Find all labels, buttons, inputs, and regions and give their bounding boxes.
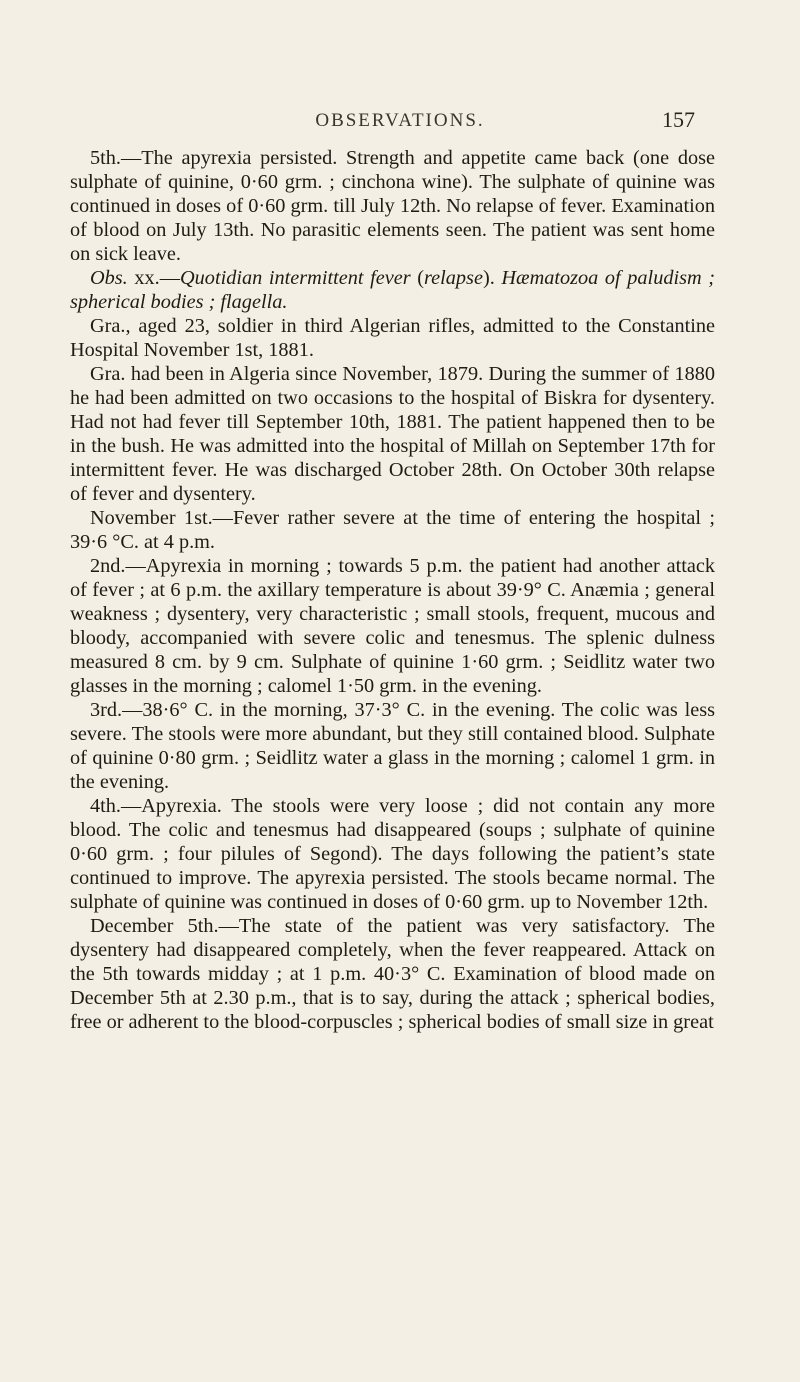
obs-subtitle: Hæmatozoa of paludism ; spherical bodies ; flagella. [70, 267, 716, 313]
running-head: OBSERVATIONS. [315, 110, 485, 131]
paragraph-5th: 5th.—The apyrexia persisted. Strength and appetite came back (one dose sulphate of quinine, 0·60 grm. ; cinchona wine). The sulphate of quinine was continued in doses of 0·60 grm. till July 12th. No relapse of fever. Examination of blood on July 13th. No parasitic elements seen. The patient was sent home on sick leave. [70, 147, 715, 265]
obs-relapse: relapse [424, 267, 483, 289]
paragraph-nov-4: 4th.—Apyrexia. The stools were very loose ; did not contain any more blood. The colic and tenesmus had disappeared (soups ; sulphate of quinine 0·60 grm. ; four pilules of Segond). The days following the patient’s state continued to improve. The apyrexia persisted. The stools became normal. The sulphate of quinine was continued in doses of 0·60 grm. up to November 12th. [70, 795, 715, 913]
obs-number: xx.— [134, 267, 181, 289]
obs-label: Obs. [90, 267, 128, 289]
page-header [0, 107, 800, 140]
obs-title: Quotidian intermittent fever [180, 267, 411, 289]
body-text [70, 146, 715, 1034]
page-number: 157 [662, 107, 695, 132]
paragraph-dec-5: December 5th.—The state of the patient was very satisfactory. The dysentery had disappeared completely, when the fever reappeared. Attack on the 5th towards midday ; at 1 p.m. 40·3° C. Examination of blood made on December 5th at 2.30 p.m., that is to say, during the attack ; spherical bodies, free or adherent to the blood-corpuscles ; spherical bodies of small size in great [70, 915, 715, 1033]
paragraph-nov-2: 2nd.—Apyrexia in morning ; towards 5 p.m. the patient had another attack of fever ; at 6 p.m. the axillary temperature is about 39·9° C. Anæmia ; general weakness ; dysentery, very characteristic ; small stools, frequent, mucous and bloody, accompanied with severe colic and tenesmus. The splenic dulness measured 8 cm. by 9 cm. Sulphate of quinine 1·60 grm. ; Seidlitz water two glasses in the morning ; calomel 1·50 grm. in the evening. [70, 555, 715, 697]
paragraph-nov-1: November 1st.—Fever rather severe at the time of entering the hospital ; 39·6 °C. at 4 p.m. [70, 507, 715, 553]
paragraph-history: Gra. had been in Algeria since November, 1879. During the summer of 1880 he had been admitted on two occasions to the hospital of Biskra for dysentery. Had not had fever till September 10th, 1881. The patient happened then to be in the bush. He was admitted into the hospital of Millah on September 17th for intermittent fever. He was discharged October 28th. On October 30th relapse of fever and dysentery. [70, 363, 715, 505]
observation-heading: Obs. xx.—Quotidian intermittent fever (relapse). Hæmatozoa of paludism ; spherical bodies ; flagella. [70, 267, 716, 313]
paragraph-patient: Gra., aged 23, soldier in third Algerian rifles, admitted to the Constantine Hospital November 1st, 1881. [70, 315, 715, 361]
paragraph-nov-3: 3rd.—38·6° C. in the morning, 37·3° C. in the evening. The colic was less severe. The stools were more abundant, but they still contained blood. Sulphate of quinine 0·80 grm. ; Seidlitz water a glass in the morning ; calomel 1 grm. in the evening. [70, 699, 715, 793]
